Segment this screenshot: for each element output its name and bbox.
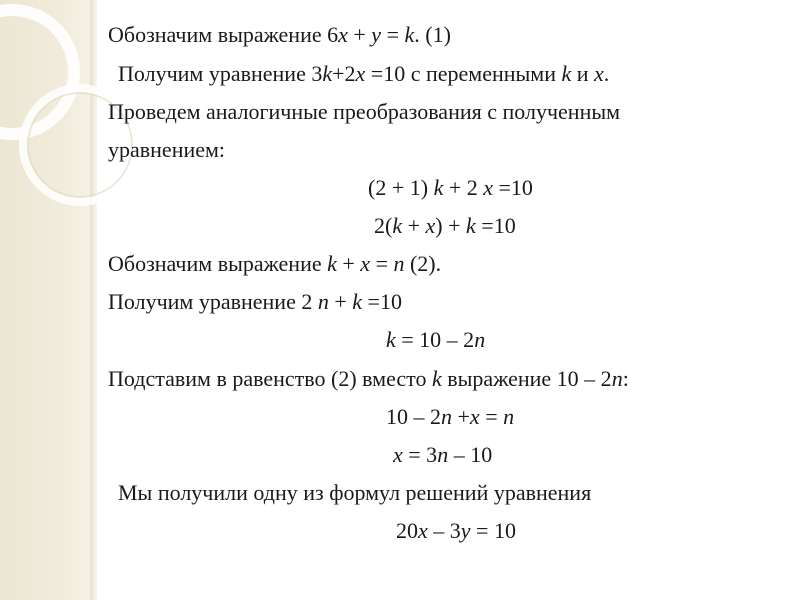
text-segment: +2 (332, 61, 356, 86)
math-variable: k (432, 366, 442, 391)
math-variable: x (338, 22, 348, 47)
math-variable: x (355, 61, 366, 86)
formula-line-5 (393, 442, 492, 468)
text-segment: . (603, 61, 610, 86)
formula-line-1 (368, 175, 533, 201)
text-segment: = 3 (402, 442, 438, 467)
math-variable: y (460, 518, 471, 543)
text-segment: Обозначим выражение 6 (108, 22, 339, 47)
math-variable: k (392, 213, 403, 238)
text-segment: . (1) (414, 22, 451, 47)
math-variable: k (327, 251, 337, 276)
math-variable: k (322, 61, 333, 86)
text-segment: =10 (362, 289, 402, 314)
text-segment: выражение 10 – 2 (441, 366, 612, 391)
math-variable: n (503, 404, 515, 429)
text-segment: Получим уравнение 3 (118, 61, 323, 86)
text-segment: Проведем аналогичные преобразования с полученным (108, 99, 621, 124)
text-segment: (2 + 1) (368, 175, 434, 200)
math-variable: x (425, 213, 436, 238)
text-segment: 20 (396, 518, 418, 543)
text-segment: + (328, 289, 353, 314)
text-segment: = 10 (470, 518, 516, 543)
math-variable: k (466, 213, 476, 238)
text-line-6 (108, 289, 402, 315)
formula-line-6 (396, 518, 516, 544)
math-variable: k (386, 327, 396, 352)
text-segment: уравнением: (108, 137, 226, 162)
text-segment: =10 (475, 213, 516, 238)
math-variable: x (483, 175, 494, 200)
math-variable: x (418, 518, 428, 543)
text-line-2 (118, 61, 609, 87)
text-line-7 (108, 366, 629, 392)
text-segment: 2( (374, 213, 393, 238)
math-variable: n (317, 289, 329, 314)
math-variable: k (433, 175, 444, 200)
formula-line-2 (374, 213, 516, 239)
formula-line-3 (386, 327, 485, 353)
text-segment: = (479, 404, 504, 429)
text-segment: : (622, 366, 629, 391)
text-segment: – 3 (427, 518, 461, 543)
text-line-1 (108, 22, 451, 48)
text-segment: + (347, 22, 372, 47)
text-segment: =10 (493, 175, 533, 200)
math-variable: k (404, 22, 415, 47)
text-segment: + (452, 404, 470, 429)
text-segment: = (381, 22, 405, 47)
math-variable: x (594, 61, 604, 86)
text-segment: ) + (435, 213, 467, 238)
text-line-3 (108, 99, 620, 125)
math-variable: x (393, 442, 403, 467)
text-line-4 (108, 137, 225, 163)
math-variable: n (474, 327, 486, 352)
math-variable: n (441, 404, 452, 429)
math-variable: y (371, 22, 382, 47)
text-segment: Подставим в равенство (2) вместо (108, 366, 432, 391)
text-line-5 (108, 251, 441, 277)
math-variable: k (352, 289, 363, 314)
math-variable: n (437, 442, 449, 467)
math-variable: x (360, 251, 371, 276)
formula-line-4 (386, 404, 514, 430)
text-segment: Получим уравнение 2 (108, 289, 318, 314)
text-line-8 (118, 480, 591, 506)
math-variable: k (561, 61, 572, 86)
math-variable: x (469, 404, 480, 429)
text-segment: и (571, 61, 595, 86)
math-variable: n (393, 251, 405, 276)
text-segment: 10 – 2 (386, 404, 441, 429)
text-segment: Мы получили одну из формул решений уравнения (118, 480, 592, 505)
text-segment: + (336, 251, 361, 276)
text-segment: + 2 (443, 175, 484, 200)
math-variable: n (611, 366, 623, 391)
text-segment: = 10 – 2 (395, 327, 475, 352)
text-segment: – 10 (448, 442, 493, 467)
text-segment: = (370, 251, 394, 276)
text-segment: Обозначим выражение (108, 251, 328, 276)
text-segment: =10 с переменными (365, 61, 562, 86)
text-segment: (2). (404, 251, 442, 276)
text-segment: + (402, 213, 426, 238)
